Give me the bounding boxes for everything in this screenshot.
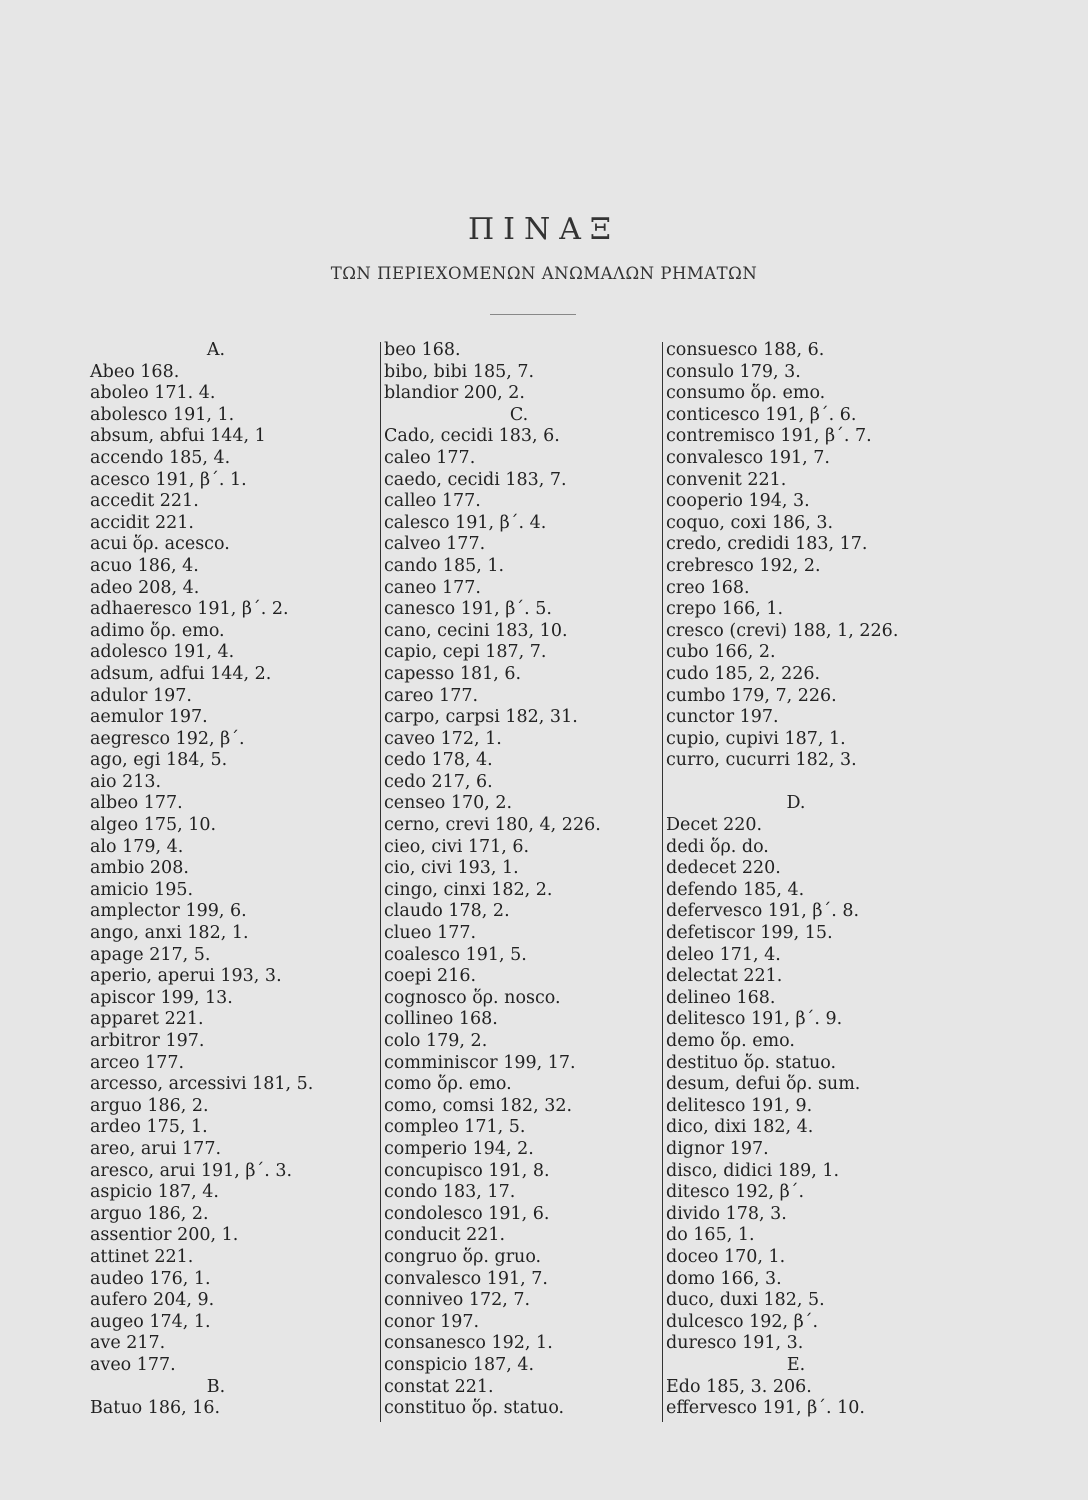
index-entry: caedo, cecidi 183, 7.	[384, 469, 567, 490]
index-entry: delineo 168.	[666, 987, 776, 1008]
index-entry: absum, abfui 144, 1	[90, 426, 266, 447]
index-column-1	[90, 340, 372, 1420]
index-entry: como, comsi 182, 32.	[384, 1095, 573, 1116]
index-entry: congruo ὅρ. gruo.	[384, 1246, 542, 1267]
index-entry: constituo ὅρ. statuo.	[384, 1398, 565, 1419]
index-entry: consulo 179, 3.	[666, 361, 801, 382]
index-entry: acuo 186, 4.	[90, 555, 199, 576]
index-entry: cieo, civi 171, 6.	[384, 836, 530, 857]
index-entry: assentior 200, 1.	[90, 1225, 239, 1246]
index-entry: aspicio 187, 4.	[90, 1182, 219, 1203]
index-entry: ave 217.	[90, 1333, 166, 1354]
index-entry: accedit 221.	[90, 491, 199, 512]
index-entry: carpo, carpsi 182, 31.	[384, 707, 578, 728]
index-entry: cumbo 179, 7, 226.	[666, 685, 837, 706]
index-entry: abolesco 191, 1.	[90, 404, 235, 425]
index-entry: consuesco 188, 6.	[666, 340, 825, 360]
index-entry: deleo 171, 4.	[666, 944, 781, 965]
index-entry: disco, didici 189, 1.	[666, 1160, 840, 1181]
index-entry: domo 166, 3.	[666, 1268, 782, 1289]
index-entry: albeo 177.	[90, 793, 183, 814]
index-entry: crebresco 192, 2.	[666, 555, 821, 576]
index-entry: duresco 191, 3.	[666, 1333, 804, 1354]
index-entry: convalesco 191, 7.	[384, 1268, 548, 1289]
index-entry: cerno, crevi 180, 4, 226.	[384, 815, 601, 836]
index-entry: Cado, cecidi 183, 6.	[384, 426, 560, 447]
index-entry: arcesso, arcessivi 181, 5.	[90, 1074, 314, 1095]
index-entry: cresco (crevi) 188, 1, 226.	[666, 620, 899, 641]
index-entry: careo 177.	[384, 685, 479, 706]
index-column-3	[666, 340, 926, 1420]
index-entry: attinet 221.	[90, 1246, 194, 1267]
index-entry: apage 217, 5.	[90, 944, 211, 965]
index-entry: colo 179, 2.	[384, 1031, 488, 1051]
index-entry: conticesco 191, β΄. 6.	[666, 404, 857, 425]
index-entry: aveo 177.	[90, 1354, 176, 1375]
index-entry: coalesco 191, 5.	[384, 944, 527, 965]
index-entry: accendo 185, 4.	[90, 447, 231, 468]
index-entry: conor 197.	[384, 1311, 480, 1332]
index-entry: coepi 216.	[384, 966, 477, 987]
index-entry: alo 179, 4.	[90, 836, 184, 857]
index-entry: calveo 177.	[384, 534, 486, 555]
index-entry: duco, duxi 182, 5.	[666, 1290, 825, 1311]
index-entry: adimo ὅρ. emo.	[90, 620, 225, 641]
index-entry: Abeo 168.	[90, 361, 180, 382]
index-entry: cubo 166, 2.	[666, 642, 776, 663]
index-entry: delectat 221.	[666, 966, 783, 987]
index-entry: aresco, arui 191, β΄. 3.	[90, 1160, 293, 1181]
index-entry: constat 221.	[384, 1376, 494, 1397]
index-entry: caveo 172, 1.	[384, 728, 502, 749]
index-entry: beo 168.	[384, 340, 461, 360]
index-entry: dulcesco 192, β΄.	[666, 1311, 819, 1332]
index-entry: destituo ὅρ. statuo.	[666, 1052, 837, 1073]
letter-heading: A.	[206, 340, 226, 360]
index-entry: cando 185, 1.	[384, 555, 505, 576]
index-entry: audeo 176, 1.	[90, 1268, 211, 1289]
index-entry: ditesco 192, β΄.	[666, 1182, 805, 1203]
index-entry: adolesco 191, 4.	[90, 642, 235, 663]
letter-heading: C.	[509, 404, 529, 425]
index-entry: acesco 191, β΄. 1.	[90, 469, 247, 490]
index-entry: cunctor 197.	[666, 707, 779, 728]
index-entry: aperio, aperui 193, 3.	[90, 966, 282, 987]
index-entry: apparet 221.	[90, 1009, 204, 1030]
index-entry: comminiscor 199, 17.	[384, 1052, 576, 1073]
index-entry: cano, cecini 183, 10.	[384, 620, 568, 641]
index-entry: adhaeresco 191, β΄. 2.	[90, 599, 289, 620]
index-entry: cedo 178, 4.	[384, 750, 493, 771]
index-entry: augeo 174, 1.	[90, 1311, 211, 1332]
page-title: ΠΙΝΑΞ	[467, 212, 621, 247]
index-entry: Decet 220.	[666, 815, 763, 836]
index-entry: comperio 194, 2.	[384, 1138, 534, 1159]
index-entry: adulor 197.	[90, 685, 192, 706]
index-entry: demo ὅρ. emo.	[666, 1031, 795, 1051]
index-entry: calesco 191, β΄. 4.	[384, 512, 547, 533]
index-entry: claudo 178, 2.	[384, 901, 510, 922]
index-entry: capio, cepi 187, 7.	[384, 642, 547, 663]
index-entry: dedecet 220.	[666, 858, 781, 879]
index-entry: ago, egi 184, 5.	[90, 750, 228, 771]
index-entry: cognosco ὅρ. nosco.	[384, 987, 561, 1008]
index-entry: calleo 177.	[384, 491, 481, 512]
index-entry: amplector 199, 6.	[90, 901, 247, 922]
index-entry: cooperio 194, 3.	[666, 491, 810, 512]
index-entry: contremisco 191, β΄. 7.	[666, 426, 872, 447]
letter-heading: D.	[786, 793, 806, 814]
index-entry: condolesco 191, 6.	[384, 1203, 550, 1224]
index-entry: coquo, coxi 186, 3.	[666, 512, 834, 533]
index-entry: conniveo 172, 7.	[384, 1290, 531, 1311]
index-entry: cudo 185, 2, 226.	[666, 663, 821, 684]
index-entry: convenit 221.	[666, 469, 787, 490]
index-entry: cedo 217, 6.	[384, 771, 493, 792]
index-entry: dedi ὅρ. do.	[666, 836, 769, 857]
index-entry: clueo 177.	[384, 923, 477, 944]
index-entry: crepo 166, 1.	[666, 599, 784, 620]
index-entry: acui ὅρ. acesco.	[90, 534, 230, 555]
index-entry: consanesco 192, 1.	[384, 1333, 553, 1354]
letter-heading: B.	[206, 1376, 226, 1397]
index-entry	[666, 772, 926, 794]
index-entry: conducit 221.	[384, 1225, 506, 1246]
index-entry: adeo 208, 4.	[90, 577, 200, 598]
index-entry: Batuo 186, 16.	[90, 1398, 221, 1419]
index-entry: aio 213.	[90, 771, 162, 792]
index-entry: ardeo 175, 1.	[90, 1117, 208, 1138]
index-entry: arguo 186, 2.	[90, 1203, 209, 1224]
index-entry: apiscor 199, 13.	[90, 987, 233, 1008]
index-entry: caleo 177.	[384, 447, 476, 468]
index-entry: condo 183, 17.	[384, 1182, 516, 1203]
index-entry: dico, dixi 182, 4.	[666, 1117, 814, 1138]
index-entry: divido 178, 3.	[666, 1203, 787, 1224]
index-entry: algeo 175, 10.	[90, 815, 217, 836]
index-entry: do 165, 1.	[666, 1225, 755, 1246]
index-entry: curro, cucurri 182, 3.	[666, 750, 857, 771]
index-entry: cingo, cinxi 182, 2.	[384, 879, 553, 900]
index-entry: ambio 208.	[90, 858, 189, 879]
letter-heading: E.	[786, 1354, 806, 1375]
index-entry: concupisco 191, 8.	[384, 1160, 550, 1181]
column-divider	[380, 342, 381, 1422]
index-entry: aboleo 171. 4.	[90, 383, 216, 404]
index-entry: arguo 186, 2.	[90, 1095, 209, 1116]
index-entry: caneo 177.	[384, 577, 481, 598]
index-entry: areo, arui 177.	[90, 1138, 222, 1159]
index-column-2	[384, 340, 654, 1420]
index-entry: conspicio 187, 4.	[384, 1354, 535, 1375]
index-entry: censeo 170, 2.	[384, 793, 513, 814]
index-entry: cio, civi 193, 1.	[384, 858, 519, 879]
index-entry: delitesco 191, β΄. 9.	[666, 1009, 843, 1030]
index-entry: blandior 200, 2.	[384, 383, 525, 404]
index-entry: defervesco 191, β΄. 8.	[666, 901, 860, 922]
index-entry: delitesco 191, 9.	[666, 1095, 813, 1116]
index-entry: aegresco 192, β΄.	[90, 728, 245, 749]
index-entry: defetiscor 199, 15.	[666, 923, 833, 944]
index-entry: dignor 197.	[666, 1138, 769, 1159]
index-entry: bibo, bibi 185, 7.	[384, 361, 535, 382]
index-entry: convalesco 191, 7.	[666, 447, 830, 468]
index-entry: consumo ὅρ. emo.	[666, 383, 826, 404]
index-entry: compleo 171, 5.	[384, 1117, 526, 1138]
index-entry: creo 168.	[666, 577, 750, 598]
index-entry: amicio 195.	[90, 879, 194, 900]
index-entry: arceo 177.	[90, 1052, 185, 1073]
index-entry: desum, defui ὅρ. sum.	[666, 1074, 861, 1095]
index-entry: adsum, adfui 144, 2.	[90, 663, 272, 684]
index-entry: Edo 185, 3. 206.	[666, 1376, 812, 1397]
index-entry: aemulor 197.	[90, 707, 208, 728]
column-divider	[662, 342, 663, 1422]
index-entry: cupio, cupivi 187, 1.	[666, 728, 846, 749]
index-entry: doceo 170, 1.	[666, 1246, 786, 1267]
index-entry: credo, credidi 183, 17.	[666, 534, 868, 555]
title-rule	[490, 314, 576, 315]
index-entry: canesco 191, β΄. 5.	[384, 599, 552, 620]
index-entry: defendo 185, 4.	[666, 879, 805, 900]
index-entry: collineo 168.	[384, 1009, 498, 1030]
page-subtitle: ΤΩΝ ΠΕΡΙΕΧΟΜΕΝΩΝ ΑΝΩΜΑΛΩΝ ΡΗΜΑΤΩΝ	[330, 264, 758, 283]
index-entry: como ὅρ. emo.	[384, 1074, 512, 1095]
index-entry: accidit 221.	[90, 512, 194, 533]
index-entry: effervesco 191, β΄. 10.	[666, 1398, 865, 1419]
index-entry: aufero 204, 9.	[90, 1290, 215, 1311]
index-entry: arbitror 197.	[90, 1031, 205, 1051]
index-entry: capesso 181, 6.	[384, 663, 522, 684]
index-entry: ango, anxi 182, 1.	[90, 923, 249, 944]
